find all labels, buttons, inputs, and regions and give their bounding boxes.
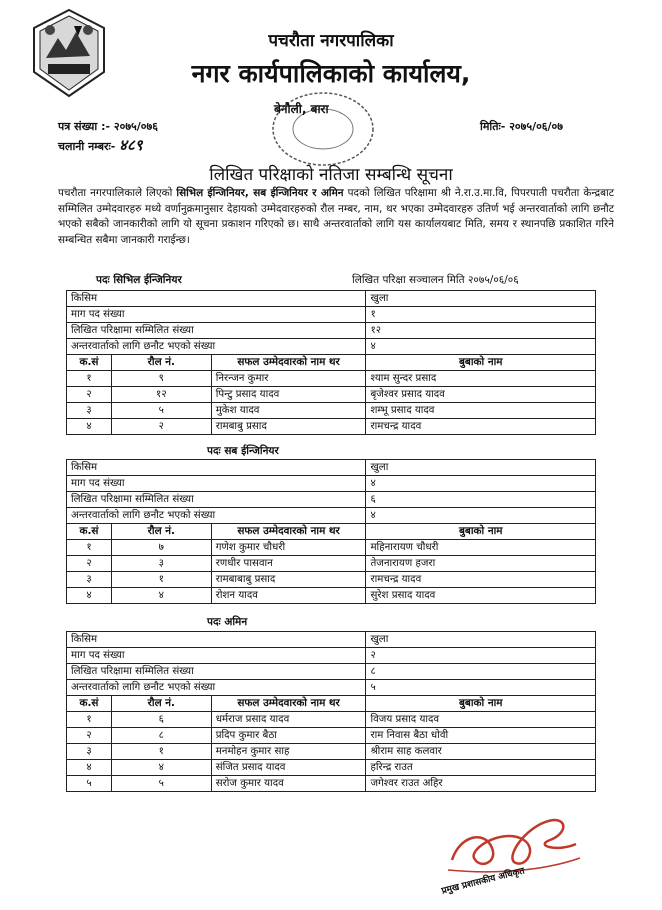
cell-father: सुरेश प्रसाद यादव xyxy=(366,588,596,604)
results-table xyxy=(66,459,596,604)
results-table xyxy=(66,290,596,435)
column-header-roll: रौल नं. xyxy=(111,696,211,712)
table-row xyxy=(67,419,596,435)
cell-roll: ४ xyxy=(111,760,211,776)
date-value: २०७५/०६/०७ xyxy=(509,120,563,133)
cell-sn: २ xyxy=(67,556,112,572)
cell-name: रोशन यादव xyxy=(211,588,366,604)
cell-name: रामबाबाबु प्रसाद xyxy=(211,572,366,588)
cell-name: गणेश कुमार चौधरी xyxy=(211,540,366,556)
table-row xyxy=(67,760,596,776)
cell-roll: ८ xyxy=(111,728,211,744)
table-row xyxy=(67,588,596,604)
cell-father: राम निवास बैठा धोवी xyxy=(366,728,596,744)
summary-row xyxy=(67,307,596,323)
table-row xyxy=(67,712,596,728)
summary-value: १२ xyxy=(366,323,596,339)
summary-value: ६ xyxy=(366,492,596,508)
column-header-sn: क.सं xyxy=(67,524,112,540)
cell-sn: ४ xyxy=(67,419,112,435)
paragraph-posts: सिभिल ईन्जिनियर, सब ईन्जिनियर र अमिन xyxy=(176,187,344,199)
column-header-father: बुबाको नाम xyxy=(366,355,596,371)
summary-label: किसिम xyxy=(67,291,366,307)
cell-name: सरोज कुमार यादव xyxy=(211,776,366,792)
cell-father: महिनारायण चौधरी xyxy=(366,540,596,556)
cell-father: श्याम सुन्दर प्रसाद xyxy=(366,371,596,387)
cell-roll: ६ xyxy=(111,712,211,728)
summary-value: २ xyxy=(366,648,596,664)
summary-value: ४ xyxy=(366,476,596,492)
column-header-row xyxy=(67,355,596,371)
table-row xyxy=(67,776,596,792)
summary-label: अन्तरवार्ताको लागि छनौट भएको संख्या xyxy=(67,339,366,355)
cell-roll: १ xyxy=(111,744,211,760)
summary-label: माग पद संख्या xyxy=(67,476,366,492)
cell-roll: ९ xyxy=(111,371,211,387)
summary-label: अन्तरवार्ताको लागि छनौट भएको संख्या xyxy=(67,680,366,696)
cell-sn: ५ xyxy=(67,776,112,792)
cell-sn: ३ xyxy=(67,744,112,760)
cell-roll: ५ xyxy=(111,403,211,419)
summary-label: अन्तरवार्ताको लागि छनौट भएको संख्या xyxy=(67,508,366,524)
ref-value: २०७५/०७६ xyxy=(113,120,158,133)
cell-father: हरिन्द्र राउत xyxy=(366,760,596,776)
cell-father: बृजेश्वर प्रसाद यादव xyxy=(366,387,596,403)
table-row xyxy=(67,728,596,744)
summary-value: ४ xyxy=(366,508,596,524)
notice-paragraph xyxy=(58,186,614,248)
summary-row xyxy=(67,664,596,680)
cell-roll: २ xyxy=(111,419,211,435)
table-row xyxy=(67,556,596,572)
cell-sn: १ xyxy=(67,540,112,556)
table-row xyxy=(67,744,596,760)
column-header-roll: रौल नं. xyxy=(111,524,211,540)
municipality-name: पचरौता नगरपालिका xyxy=(268,31,394,51)
results-table xyxy=(66,631,596,792)
cell-roll: ३ xyxy=(111,556,211,572)
cell-sn: २ xyxy=(67,728,112,744)
cell-father: रामचन्द्र यादव xyxy=(366,419,596,435)
summary-row xyxy=(67,460,596,476)
summary-row xyxy=(67,291,596,307)
cell-father: श्रीराम साह कलवार xyxy=(366,744,596,760)
summary-value: ५ xyxy=(366,680,596,696)
dispatch-number xyxy=(58,135,143,155)
column-header-sn: क.सं xyxy=(67,696,112,712)
summary-value: खुला xyxy=(366,632,596,648)
summary-value: ४ xyxy=(366,339,596,355)
section-title: पदः सब ईन्जिनियर xyxy=(207,445,279,457)
cell-name: निरन्जन कुमार xyxy=(211,371,366,387)
cell-name: धर्मराज प्रसाद यादव xyxy=(211,712,366,728)
date-label: मितिः- xyxy=(480,120,506,133)
summary-row xyxy=(67,632,596,648)
table-row xyxy=(67,572,596,588)
dispatch-value: ४८९ xyxy=(119,136,143,154)
summary-row xyxy=(67,492,596,508)
exam-conducted-date: लिखित परिक्षा सञ्चालन मिति २०७५/०६/०६ xyxy=(352,274,519,286)
cell-father: विजय प्रसाद यादव xyxy=(366,712,596,728)
table-row xyxy=(67,371,596,387)
cell-name: पिन्टु प्रसाद यादव xyxy=(211,387,366,403)
summary-value: खुला xyxy=(366,291,596,307)
summary-row xyxy=(67,323,596,339)
column-header-sn: क.सं xyxy=(67,355,112,371)
cell-sn: ४ xyxy=(67,760,112,776)
table-row xyxy=(67,540,596,556)
summary-label: माग पद संख्या xyxy=(67,648,366,664)
cell-name: रामबाबु प्रसाद xyxy=(211,419,366,435)
paragraph-text-2: पदको लिखित परिक्षामा श्री ने.रा.उ.मा.वि, पिपरपाती पचरौता केन्द्रबाट सम्मिलित उम्मेदवारहरु मध्ये वर्णानुक्रमानुसार देहायको उम्मेदवारहरुको रौल नम्बर, नाम, थर भएका उम्मेदवारहरु उतिर्ण भई अन्तरवार्ताको लागि छनौट भएको सबैको जानकारीको लागि यो सूचना प्रकाशन गरिएको छ। साथै अन्तरवार्ताको लागि यस कार्यालयबाट मिति, समय र स्थानपछि प्रकाशित गरिने सम्बन्धित सबैमा जानकारी गराईन्छ। xyxy=(58,187,614,246)
cell-sn: १ xyxy=(67,712,112,728)
column-header-name: सफल उम्मेदवारको नाम थर xyxy=(211,524,366,540)
ref-label: पत्र संख्या :- xyxy=(58,120,111,133)
cell-sn: २ xyxy=(67,387,112,403)
cell-roll: १ xyxy=(111,572,211,588)
section-title: पदः अमिन xyxy=(207,616,248,628)
cell-name: संजित प्रसाद यादव xyxy=(211,760,366,776)
cell-father: जगेश्वर राउत अहिर xyxy=(366,776,596,792)
table-row xyxy=(67,387,596,403)
column-header-father: बुबाको नाम xyxy=(366,696,596,712)
summary-value: १ xyxy=(366,307,596,323)
cell-name: प्रदिप कुमार बैठा xyxy=(211,728,366,744)
cell-roll: १२ xyxy=(111,387,211,403)
column-header-roll: रौल नं. xyxy=(111,355,211,371)
summary-row xyxy=(67,476,596,492)
summary-label: लिखित परिक्षामा सम्मिलित संख्या xyxy=(67,492,366,508)
cell-sn: ३ xyxy=(67,403,112,419)
summary-row xyxy=(67,339,596,355)
cell-father: शम्भू प्रसाद यादव xyxy=(366,403,596,419)
summary-row xyxy=(67,508,596,524)
summary-label: किसिम xyxy=(67,632,366,648)
dispatch-label: चलानी नम्बरः- xyxy=(58,140,116,153)
cell-roll: ७ xyxy=(111,540,211,556)
column-header-row xyxy=(67,524,596,540)
cell-father: रामचन्द्र यादव xyxy=(366,572,596,588)
column-header-row xyxy=(67,696,596,712)
cell-roll: ५ xyxy=(111,776,211,792)
cell-sn: ३ xyxy=(67,572,112,588)
reference-number xyxy=(58,119,158,134)
cell-sn: १ xyxy=(67,371,112,387)
paragraph-text-1: पचरौता नगरपालिकाले लिएको xyxy=(58,187,177,199)
summary-value: खुला xyxy=(366,460,596,476)
table-row xyxy=(67,403,596,419)
column-header-name: सफल उम्मेदवारको नाम थर xyxy=(211,355,366,371)
cell-father: तेजनारायण हजरा xyxy=(366,556,596,572)
office-name: नगर कार्यपालिकाको कार्यालय, xyxy=(191,59,471,88)
cell-name: मुकेश यादव xyxy=(211,403,366,419)
column-header-father: बुबाको नाम xyxy=(366,524,596,540)
summary-label: लिखित परिक्षामा सम्मिलित संख्या xyxy=(67,664,366,680)
summary-label: माग पद संख्या xyxy=(67,307,366,323)
office-address: बेनौली, बारा xyxy=(274,102,329,116)
summary-value: ८ xyxy=(366,664,596,680)
section-title: पदः सिभिल ईन्जिनियर xyxy=(96,274,182,286)
letter-date xyxy=(480,119,563,134)
column-header-name: सफल उम्मेदवारको नाम थर xyxy=(211,696,366,712)
signatory-title: प्रमुख प्रशासकीय अधिकृत xyxy=(440,866,526,897)
cell-name: रणधीर पासवान xyxy=(211,556,366,572)
summary-label: लिखित परिक्षामा सम्मिलित संख्या xyxy=(67,323,366,339)
summary-row xyxy=(67,648,596,664)
cell-sn: ४ xyxy=(67,588,112,604)
cell-roll: ४ xyxy=(111,588,211,604)
notice-title: लिखित परिक्षाको नतिजा सम्बन्धि सूचना xyxy=(209,165,453,185)
cell-name: मनमोहन कुमार साह xyxy=(211,744,366,760)
summary-row xyxy=(67,680,596,696)
summary-label: किसिम xyxy=(67,460,366,476)
